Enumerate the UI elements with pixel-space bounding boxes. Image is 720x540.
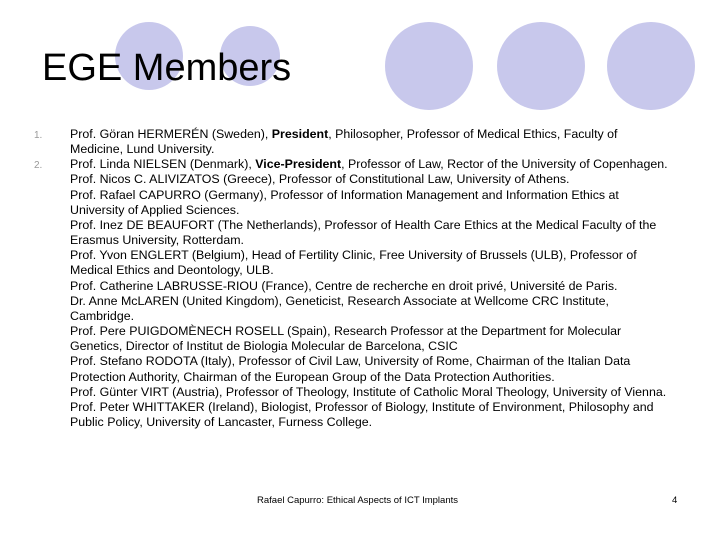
decorative-circle [497,22,585,110]
member-name: Prof. Linda NIELSEN (Denmark), [70,157,256,172]
member-item [34,127,670,157]
footer-text: Rafael Capurro: Ethical Aspects of ICT Implants [257,495,458,506]
slide-title: EGE Members [42,47,292,89]
member-item: Prof. Catherine LABRUSSE-RIOU (France), Centre de recherche en droit privé, Université de Paris. [70,278,618,293]
member-item: Prof. Pere PUIGDOMÈNECH ROSELL (Spain), Research Professor at the Department for Molecular Genetics, Director of Institut de Biologia Molecular de Barcelona, CSIC [70,324,622,354]
member-item: Prof. Inez DE BEAUFORT (The Netherlands), Professor of Health Care Ethics at the Medical Faculty of the Erasmus University, Rotterdam. [70,217,657,248]
member-item: Prof. Yvon ENGLERT (Belgium), Head of Fertility Clinic, Free University of Brussels (ULB), Professor of Medical Ethics and Deontology, ULB. [70,248,637,278]
member-role: President [271,127,329,141]
decorative-circle [607,22,695,110]
member-item: Prof. Peter WHITTAKER (Ireland), Biologist, Professor of Biology, Institute of Environment, Philosophy and Public Policy, University of Lancaster, Furness College. [70,399,654,429]
list-number: 2. [34,160,43,172]
member-description: , Professor of Law, Rector of the University of Copenhagen. [341,157,668,172]
member-item: Prof. Günter VIRT (Austria), Professor of Theology, Institute of Catholic Moral Theology, University of Vienna. [70,384,667,399]
member-item: Prof. Rafael CAPURRO (Germany), Professor of Information Management and Information Ethics at University of Applied Sciences. [70,187,619,217]
list-number: 1. [34,130,43,141]
member-role: Vice-President [255,157,342,172]
members-list [34,127,670,430]
member-item [34,157,670,172]
member-item: Prof. Nicos C. ALIVIZATOS (Greece), Professor of Constitutional Law, University of Athens. [70,172,570,187]
decorative-circle [385,22,473,110]
page-number: 4 [672,495,678,506]
member-description: , Philosopher, Professor of Medical Ethics, Faculty of Medicine, Lund University. [70,127,618,157]
member-item: Dr. Anne McLAREN (United Kingdom), Geneticist, Research Associate at Wellcome CRC Institute, Cambridge. [70,293,609,323]
member-item: Prof. Stefano RODOTA (Italy), Professor of Civil Law, University of Rome, Chairman of the Italian Data Protection Authority, Chairman of the European Group of the Data Protection Authorities. [70,354,631,384]
member-name: Prof. Göran HERMERÉN (Sweden), [70,127,272,141]
